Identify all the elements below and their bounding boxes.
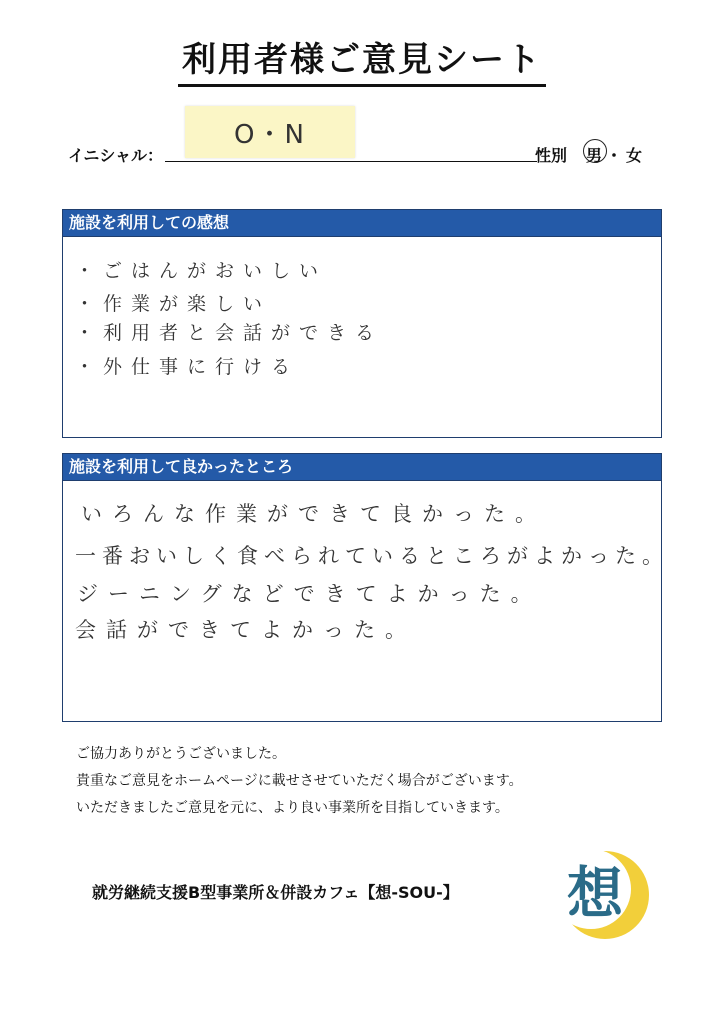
- impression-line: ・利用者と会話ができる: [75, 322, 384, 344]
- gender-label: 性別: [535, 146, 568, 165]
- moon-logo-icon: [545, 845, 650, 945]
- impression-line: ・ごはんがおいしい: [75, 260, 328, 282]
- impression-line: ・作業が楽しい: [75, 293, 272, 315]
- impressions-section: [62, 209, 662, 438]
- good-point-line: 会話ができてよかった。: [75, 618, 416, 642]
- impression-line: ・外仕事に行ける: [75, 356, 300, 378]
- initial-value: O・N: [234, 120, 306, 150]
- gender-male: 男: [586, 146, 603, 165]
- good-point-line: ジーニングなどできてよかった。: [77, 582, 542, 606]
- publish-note: 貴重なご意見をホームページに載せさせていただく場合がございます。: [76, 773, 523, 789]
- good-points-section: [62, 453, 669, 722]
- facility-name: 就労継続支援B型事業所＆併設カフェ【想-SOU-】: [92, 883, 459, 902]
- thanks-note: ご協力ありがとうございました。: [76, 746, 286, 762]
- improvement-note: いただきましたご意見を元に、より良い事業所を目指していきます。: [76, 800, 509, 816]
- impressions-header: 施設を利用しての感想: [63, 210, 661, 237]
- good-point-line: いろんな作業ができて良かった。: [81, 502, 546, 526]
- page-title: 利用者様ご意見シート: [0, 32, 724, 81]
- logo-text: 想: [567, 861, 623, 927]
- gender-separator: ・: [606, 146, 623, 165]
- initial-label: イニシャル：: [68, 146, 164, 165]
- good-points-header: 施設を利用して良かったところ: [63, 454, 661, 481]
- gender-female: 女: [626, 146, 643, 165]
- initial-underline: [165, 161, 537, 162]
- good-point-line: 一番おいしく食べられているところがよかった。: [75, 544, 669, 568]
